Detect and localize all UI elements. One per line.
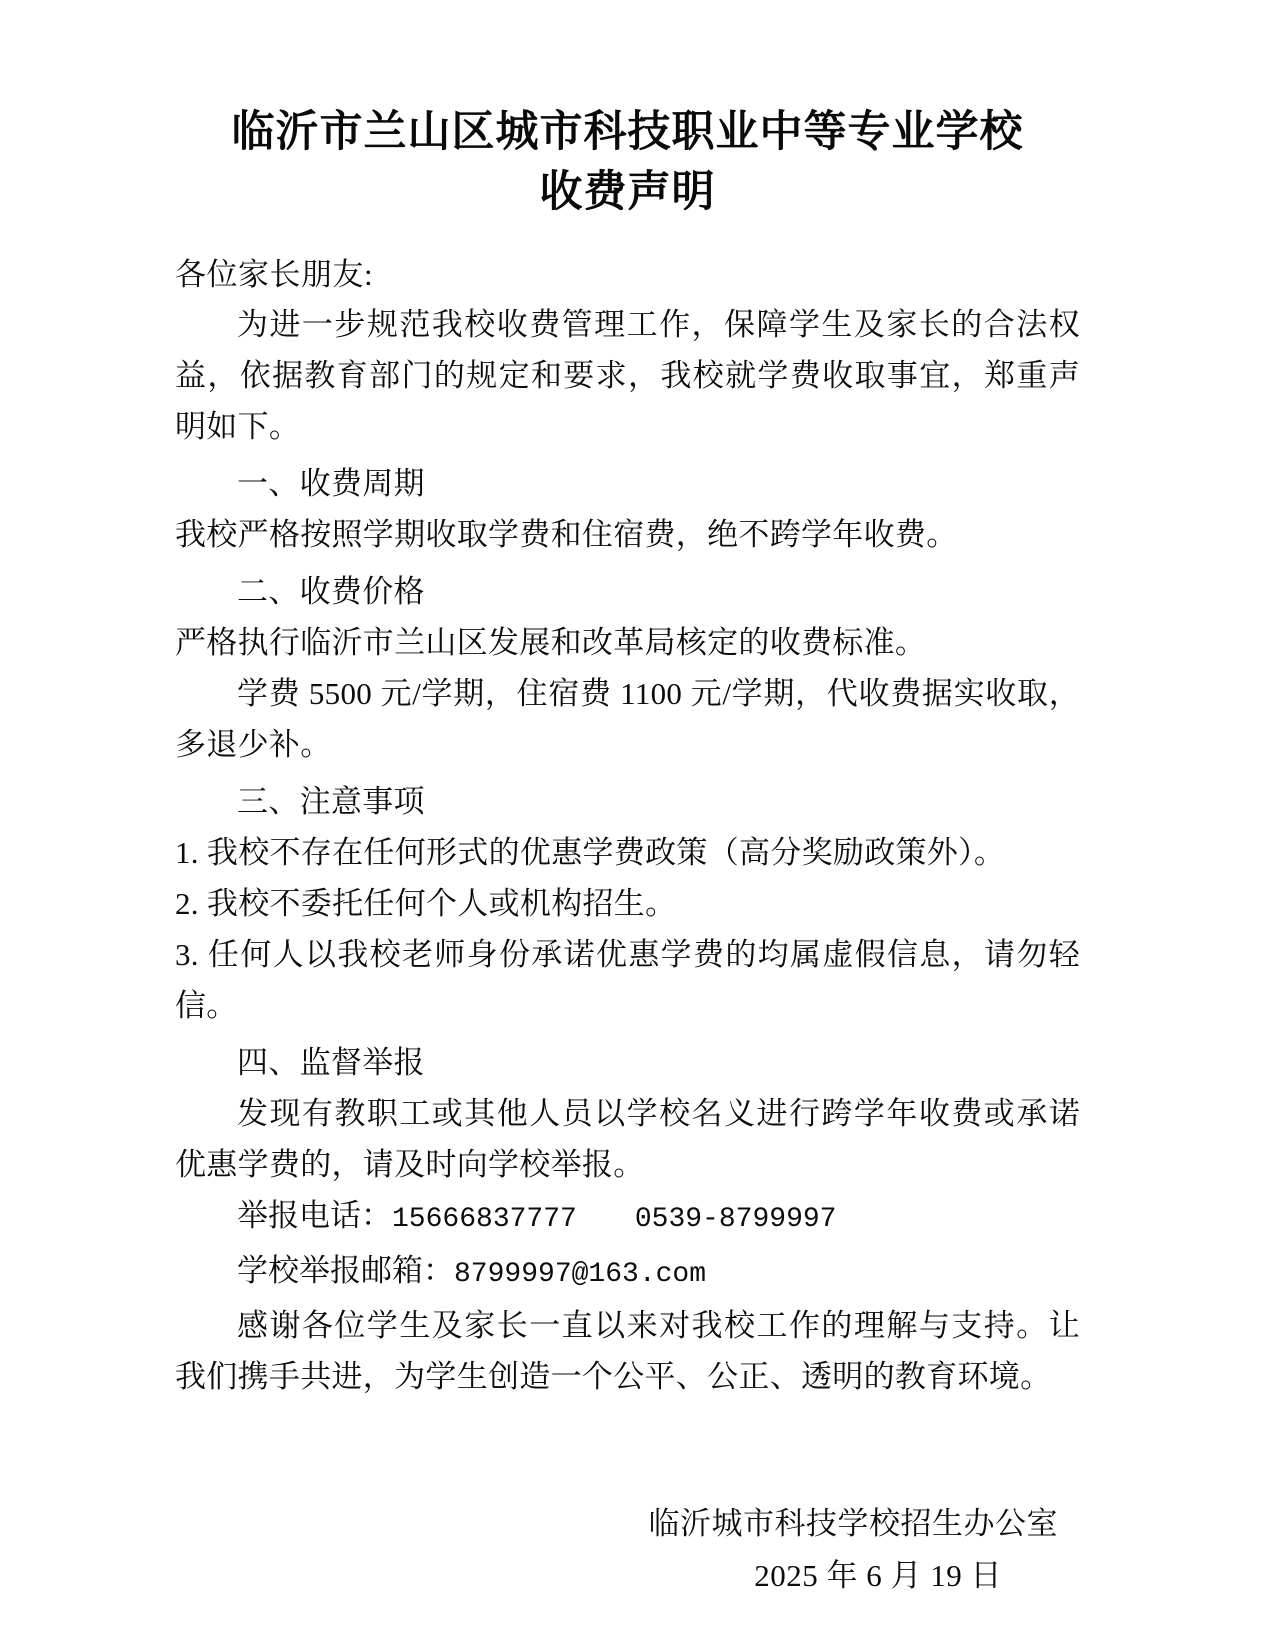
- report-hotline-landline: 0539-8799997: [634, 1204, 837, 1235]
- intro-paragraph: 为进一步规范我校收费管理工作，保障学生及家长的合法权益，依据教育部门的规定和要求，我校就学费收取事宜，郑重声明如下。: [175, 307, 1080, 444]
- signature-date: 2025 年 6 月 19 日: [754, 1558, 1002, 1593]
- section-3-item-2: 2. 我校不委托任何个人或机构招生。: [175, 886, 677, 921]
- section-2-paragraph-1: 严格执行临沂市兰山区发展和改革局核定的收费标准。: [175, 625, 927, 660]
- report-hotline-label: 举报电话：: [237, 1198, 392, 1233]
- document-body: [175, 0, 1080, 1602]
- report-email-label: 学校举报邮箱：: [237, 1253, 454, 1288]
- section-1-paragraph-1: 我校严格按照学期收取学费和住宿费，绝不跨学年收费。: [175, 517, 958, 552]
- report-hotline-mobile: 15666837777: [392, 1204, 577, 1235]
- section-2-fee-paragraph: 学费 5500 元/学期，住宿费 1100 元/学期，代收费据实收取，多退少补。: [175, 676, 1080, 762]
- document-title: [175, 0, 1080, 220]
- section-heading-4: 四、监督举报: [237, 1045, 425, 1080]
- section-3-item-3: 3. 任何人以我校老师身份承诺优惠学费的均属虚假信息，请勿轻信。: [175, 937, 1080, 1023]
- signature-organization: 临沂城市科技学校招生办公室: [648, 1506, 1058, 1541]
- report-hotline-line: [175, 1190, 1080, 1245]
- title-line-school-name: 临沂市兰山区城市科技职业中等专业学校: [231, 107, 1024, 157]
- report-email-line: [175, 1245, 1080, 1300]
- signature-block: [175, 1498, 1080, 1602]
- closing-paragraph: 感谢各位学生及家长一直以来对我校工作的理解与支持。让我们携手共进，为学生创造一个公平、公正、透明的教育环境。: [175, 1308, 1080, 1394]
- title-line-subject: 收费声明: [539, 167, 716, 217]
- report-email-address: 8799997@163.com: [454, 1259, 707, 1290]
- section-heading-2: 二、收费价格: [237, 574, 425, 609]
- section-3-item-1: 1. 我校不存在任何形式的优惠学费政策（高分奖励政策外）。: [175, 835, 1006, 870]
- section-heading-1: 一、收费周期: [237, 466, 425, 501]
- section-4-paragraph-1: 发现有教职工或其他人员以学校名义进行跨学年收费或承诺优惠学费的，请及时向学校举报。: [175, 1096, 1080, 1182]
- section-heading-3: 三、注意事项: [237, 784, 425, 819]
- salutation: 各位家长朋友:: [175, 257, 374, 292]
